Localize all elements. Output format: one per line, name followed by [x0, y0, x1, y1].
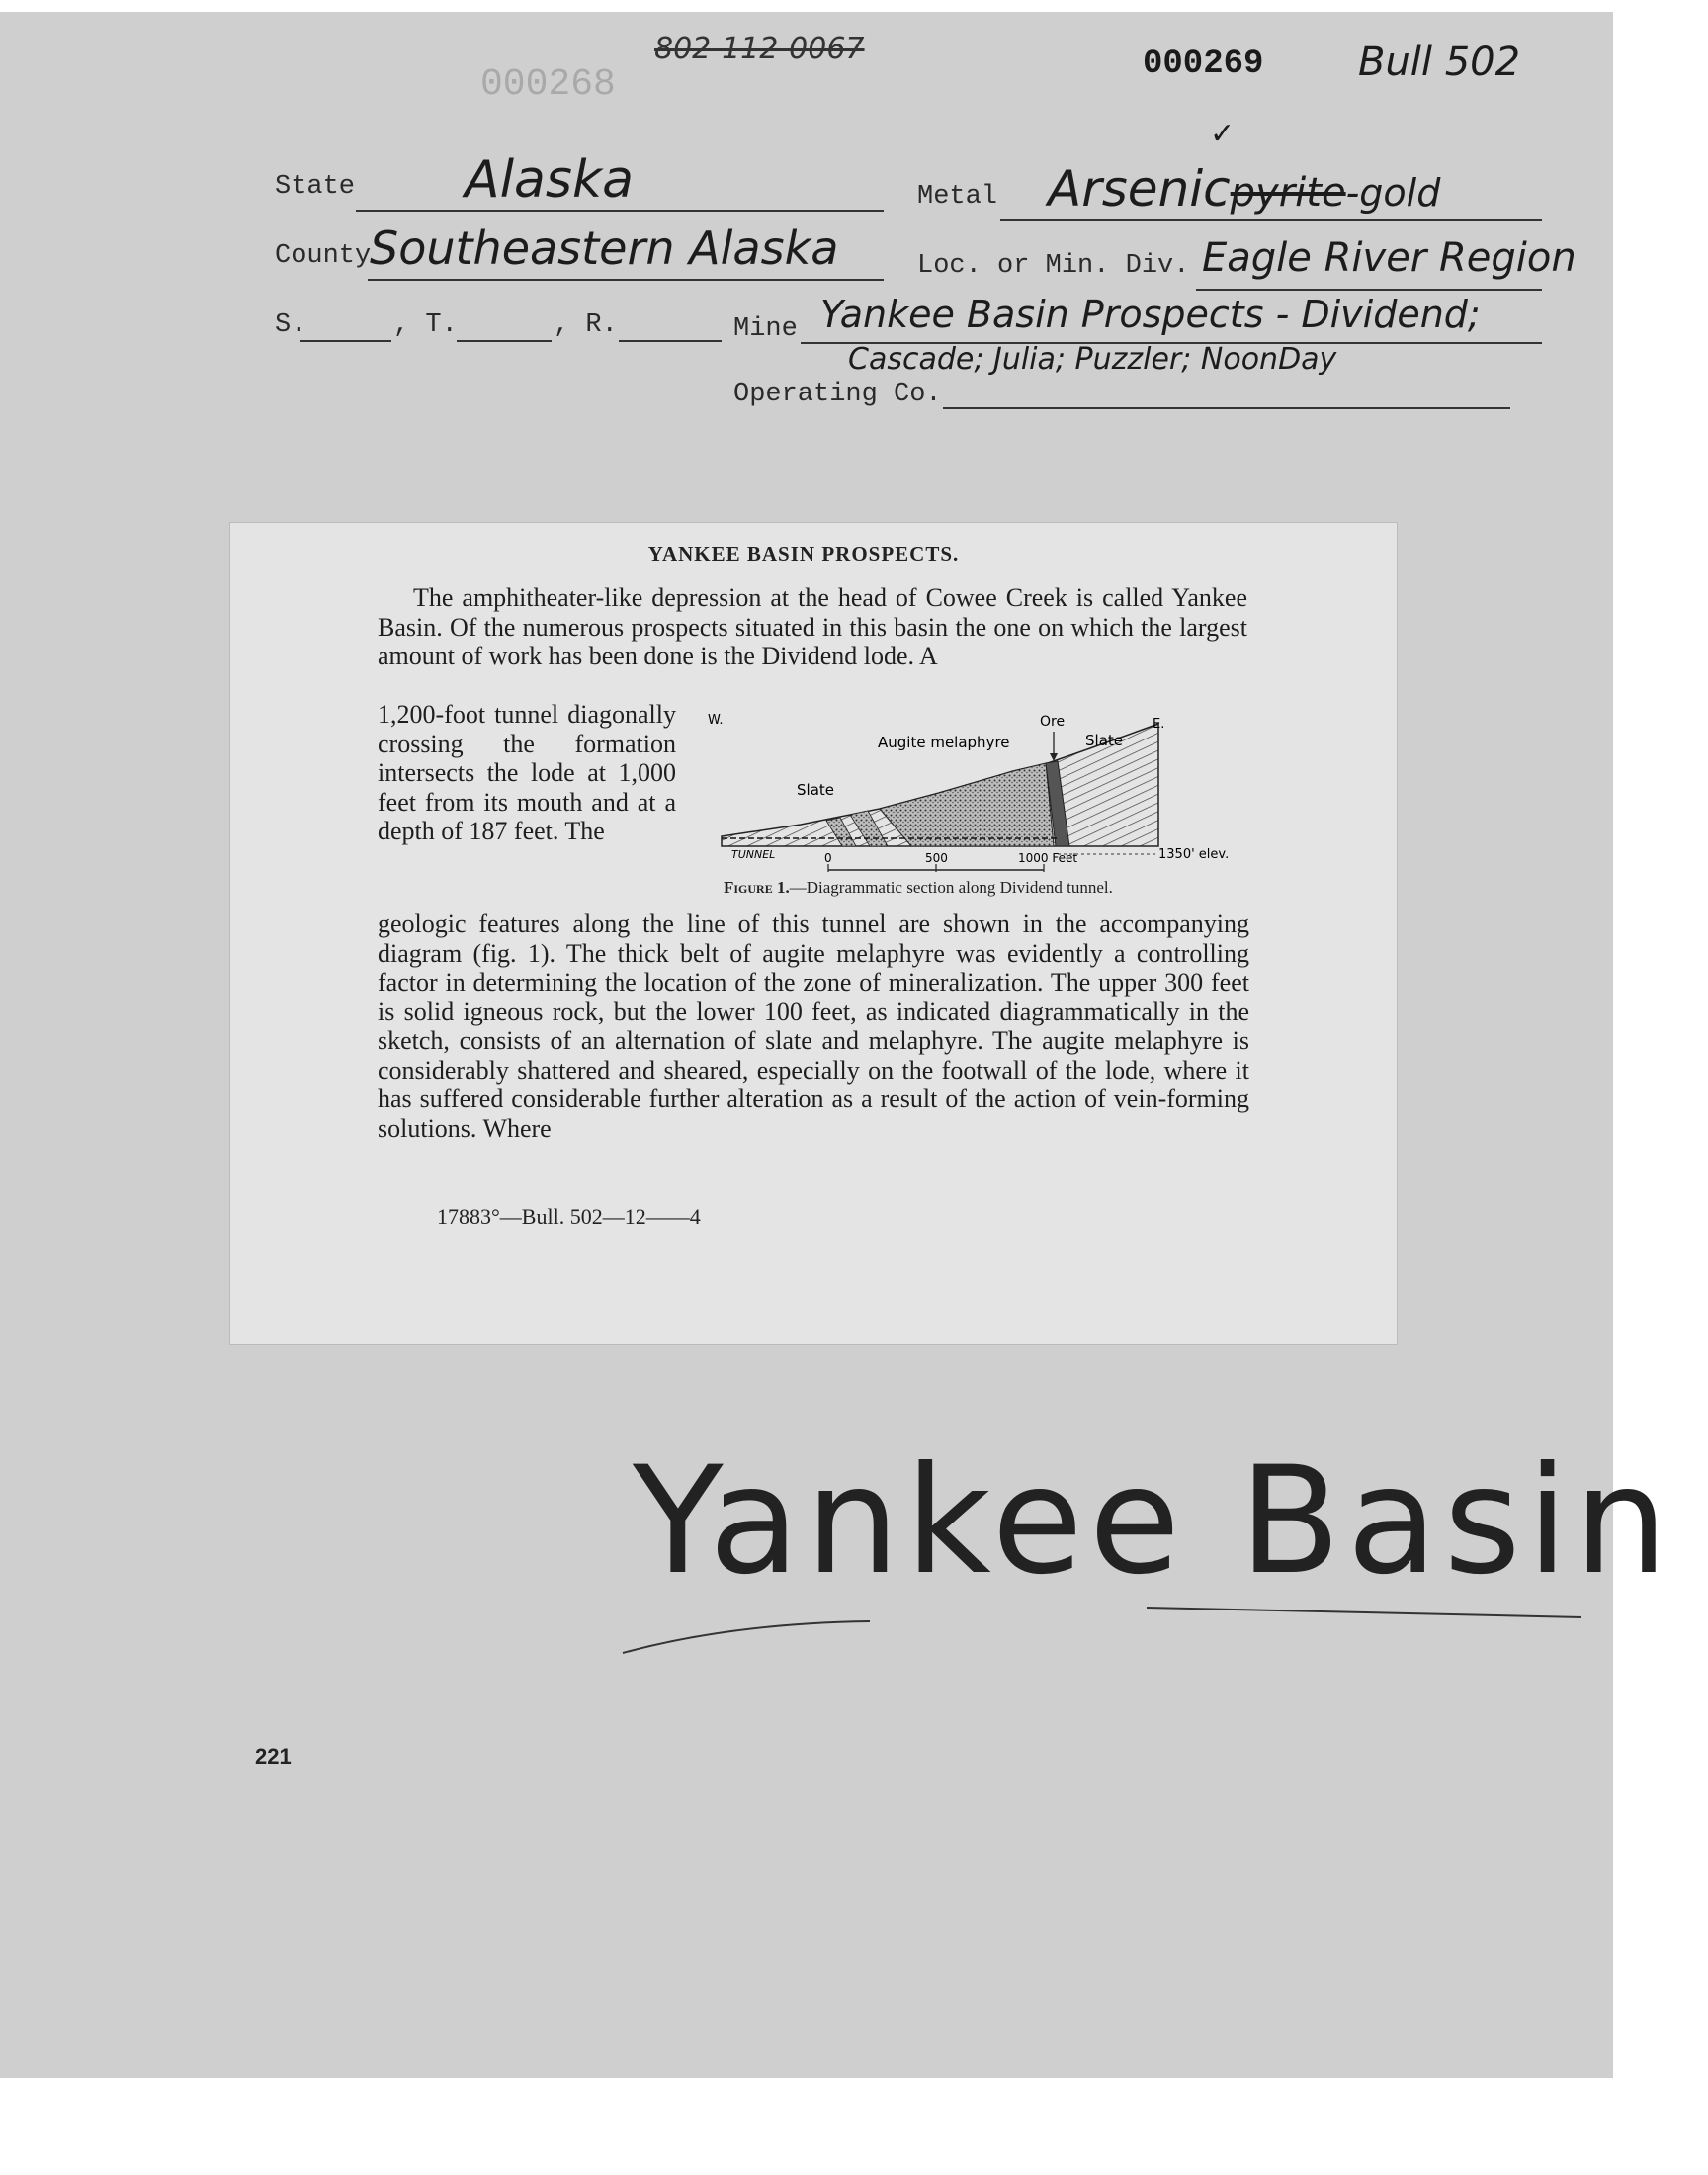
r-label: , R.	[554, 310, 618, 340]
label-augite: Augite melaphyre	[878, 734, 1010, 751]
metal-label: Metal	[917, 182, 998, 212]
loc-label: Loc. or Min. Div.	[917, 251, 1190, 281]
mine-label: Mine	[733, 314, 798, 344]
label-slate-left: Slate	[797, 781, 834, 799]
t-line	[457, 340, 552, 342]
label-tunnel: TUNNEL	[731, 848, 776, 861]
label-east: E.	[1153, 717, 1165, 732]
check-mark: ✓	[1210, 117, 1236, 151]
label-ore: Ore	[1040, 714, 1066, 730]
faint-stamp: 000268	[480, 63, 616, 106]
state-value: Alaska	[465, 150, 634, 210]
label-elevation: 1350' elev.	[1158, 847, 1230, 862]
mine-value-line2: Cascade; Julia; Puzzler; NoonDay	[848, 342, 1337, 377]
scale-1000: 1000 Feet	[1018, 851, 1078, 865]
file-number: 000269	[1143, 45, 1264, 83]
s-label: S.	[275, 310, 307, 340]
loc-value: Eagle River Region	[1202, 235, 1577, 281]
state-label: State	[275, 172, 356, 202]
label-slate-right: Slate	[1085, 732, 1123, 749]
paragraph-intro: The amphitheater-like depression at the head of Cowee Creek is called Yankee Basin. Of the numerous prospects situated in this basin the one on which the largest amount of work has been done is the Dividend lode. A	[378, 583, 1247, 670]
document-page	[0, 12, 1674, 2078]
t-label: , T.	[393, 310, 458, 340]
state-line	[356, 210, 884, 212]
loc-line	[1196, 289, 1542, 291]
bulletin-ref: Bull 502	[1358, 40, 1521, 85]
metal-value: Arsenicpyrite-gold	[1048, 160, 1441, 218]
paragraph-body: geologic features along the line of this tunnel are shown in the accompanying diagram (fig. 1). The thick belt of augite melaphyre was evidently a controlling factor in determining the location of the zone of mineralization. The upper 300 feet is solid igneous rock, but the lower 100 feet, as indicated diagrammatically in the sketch, consists of an alternation of slate and melaphyre. The augite melaphyre is considerably shattered and sheared, especially on the footwall of the lode, where it has suffered considerable further alteration as a result of the action of vein-forming solutions. Where	[378, 910, 1249, 1143]
figure-caption: Figure 1.—Diagrammatic section along Dividend tunnel.	[724, 878, 1113, 897]
struck-number: 802-112-0067	[654, 32, 865, 66]
county-value: Southeastern Alaska	[370, 221, 839, 275]
scale-500: 500	[925, 851, 948, 865]
r-line	[619, 340, 722, 342]
county-label: County	[275, 241, 372, 271]
handwritten-note: Yankee Basin	[633, 1436, 1674, 1608]
bulletin-clipping	[229, 522, 1398, 1345]
metal-line	[1000, 219, 1542, 221]
paragraph-wrap-left: 1,200-foot tunnel diagonally crossing the formation intersects the lode at 1,000 feet from its mouth and at a depth of 187 feet. The	[378, 700, 676, 845]
scale-0: 0	[824, 851, 832, 865]
page-number: 221	[255, 1744, 292, 1769]
mine-value-line1: Yankee Basin Prospects - Dividend;	[820, 293, 1481, 336]
operating-label: Operating Co.	[733, 380, 942, 409]
handwritten-underline	[613, 1574, 1601, 1663]
operating-line	[943, 407, 1510, 409]
county-line	[368, 279, 884, 281]
clipping-title: YANKEE BASIN PROSPECTS.	[647, 542, 960, 566]
label-west: W.	[708, 713, 724, 728]
s-line	[300, 340, 391, 342]
clipping-footer: 17883°—Bull. 502—12——4	[437, 1204, 701, 1229]
